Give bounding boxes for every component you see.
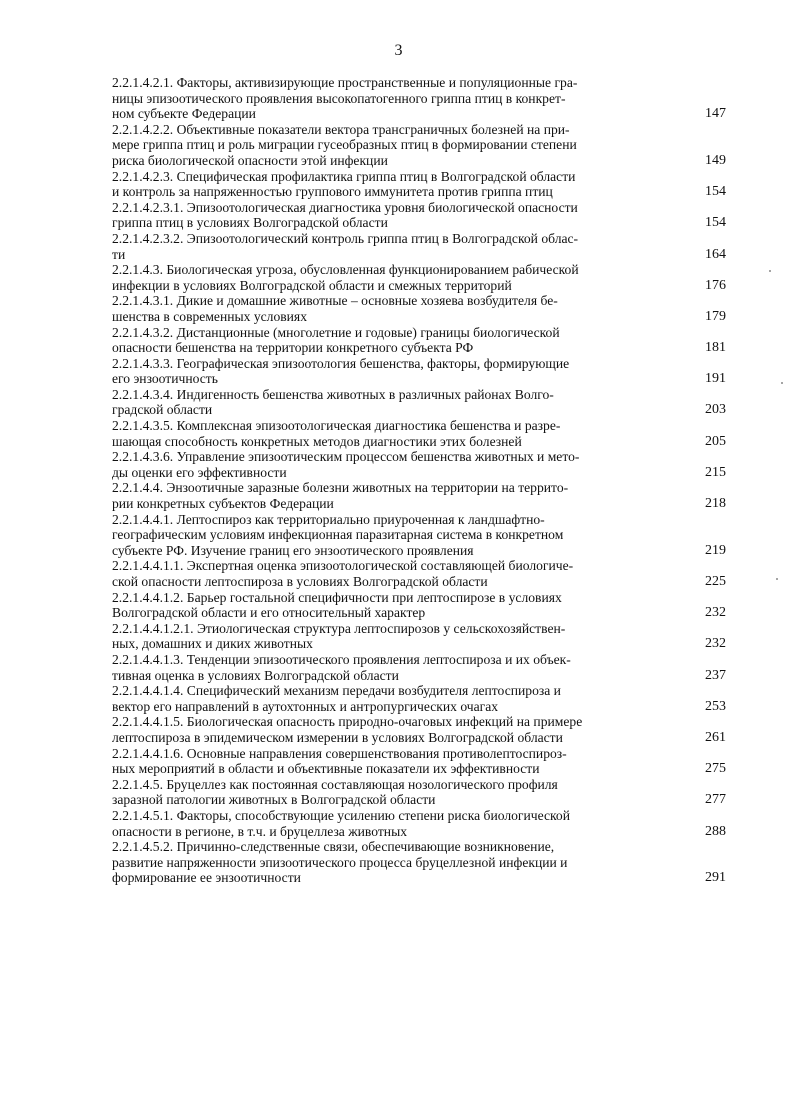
toc-entry-page: 154 — [705, 215, 726, 231]
toc-entry-title: 2.2.1.4.4. Энзоотичные заразные болезни животных на территории на террито- рии конкретных субъектов Федерации — [112, 480, 569, 512]
toc-entry-title: 2.2.1.4.5.1. Факторы, способствующие усилению степени риска биологической опасности в регионе, в т.ч. и бруцеллеза животных — [112, 807, 570, 839]
toc-entry — [112, 714, 726, 745]
toc-entry — [112, 590, 726, 621]
toc-entry — [112, 449, 726, 480]
toc-entry-title: 2.2.1.4.2.3.2. Эпизоотологический контроль гриппа птиц в Волгоградской облас- ти — [112, 230, 579, 262]
toc-entry-page: 191 — [705, 371, 726, 387]
toc-entry-page: 253 — [705, 698, 726, 714]
toc-entry — [112, 356, 726, 387]
toc-entry-title: 2.2.1.4.3. Биологическая угроза, обусловленная функционированием рабической инфекции в условиях Волгоградской области и смежных территорий — [112, 262, 579, 293]
toc-entry-page: 288 — [705, 823, 726, 839]
toc-entry-title: 2.2.1.4.3.4. Индигенность бешенства животных в различных районах Волго- градской области — [112, 386, 554, 418]
toc-entry-page: 261 — [705, 729, 726, 745]
toc-entry — [112, 200, 726, 231]
toc-entry-title: 2.2.1.4.2.2. Объективные показатели вектора трансграничных болезней на при- мере гриппа птиц и роль миграции гусеобразных птиц в формировании степени риска биологической опасности этой инфекции — [112, 121, 577, 168]
toc-entry-page: 232 — [705, 636, 726, 652]
table-of-contents — [112, 75, 726, 886]
toc-entry — [112, 169, 726, 200]
toc-entry-title: 2.2.1.4.2.3.1. Эпизоотологическая диагностика уровня биологической опасности гриппа птиц в условиях Волгоградской области — [112, 199, 578, 231]
toc-entry-page: 237 — [705, 667, 726, 683]
toc-entry — [112, 777, 726, 808]
toc-entry-title: 2.2.1.4.3.6. Управление эпизоотическим процессом бешенства животных и мето- ды оценки его эффективности — [112, 449, 580, 480]
toc-entry-title: 2.2.1.4.4.1. Лептоспироз как территориально приуроченная к ландшафтно- географическим условиям инфекционная паразитарная система в конкретном субъекте РФ. Изучение границ его энзоотического проявления — [112, 511, 564, 558]
page-number: 3 — [394, 42, 403, 59]
toc-entry-title: 2.2.1.4.4.1.1. Экспертная оценка эпизоотологической составляющей биологиче- ской опасности лептоспироза в условиях Волгоградской области — [112, 558, 574, 589]
toc-entry — [112, 262, 726, 293]
toc-entry-title: 2.2.1.4.2.3. Специфическая профилактика гриппа птиц в Волгоградской области и контроль за напряженностью группового иммунитета против гриппа птиц — [112, 168, 576, 200]
toc-entry — [112, 325, 726, 356]
toc-entry-page: 218 — [705, 496, 726, 512]
toc-entry-page: 147 — [705, 106, 726, 122]
toc-entry — [112, 808, 726, 839]
toc-entry-page: 277 — [705, 792, 726, 808]
toc-entry-page: 291 — [705, 870, 726, 886]
toc-entry-title: 2.2.1.4.3.2. Дистанционные (многолетние и годовые) границы биологической опасности бешенства на территории конкретного субъекта РФ — [112, 324, 560, 356]
toc-entry-page: 225 — [705, 574, 726, 589]
toc-entry — [112, 558, 726, 589]
toc-entry-title: 2.2.1.4.4.1.3. Тенденции эпизоотического проявления лептоспироза и их объек- тивная оценка в условиях Волгоградской области — [112, 651, 571, 683]
toc-entry — [112, 418, 726, 449]
toc-entry — [112, 293, 726, 324]
toc-entry — [112, 683, 726, 714]
toc-entry-page: 179 — [705, 308, 726, 324]
toc-entry-title: 2.2.1.4.4.1.5. Биологическая опасность природно-очаговых инфекций на примере лептоспироза в эпидемическом измерении в условиях Волгоградской области — [112, 714, 583, 745]
toc-entry-title: 2.2.1.4.5.2. Причинно-следственные связи, обеспечивающие возникновение, развитие напряженности эпизоотического процесса бруцеллезной инфекции и формирование ее энзоотичности — [112, 839, 568, 886]
toc-entry-title: 2.2.1.4.5. Бруцеллез как постоянная составляющая нозологического профиля заразной патологии животных в Волгоградской области — [112, 776, 558, 808]
toc-entry-page: 219 — [705, 542, 726, 558]
toc-entry-page: 164 — [705, 246, 726, 262]
toc-entry-title: 2.2.1.4.2.1. Факторы, активизирующие пространственные и популяционные гра- ницы эпизоотического проявления высокопатогенного гриппа птиц в конкрет- ном субъекте Федерации — [112, 75, 578, 122]
toc-entry — [112, 387, 726, 418]
toc-entry-title: 2.2.1.4.4.1.4. Специфический механизм передачи возбудителя лептоспироза и вектор его направлений в аутохтонных и антропургических очагах — [112, 683, 561, 714]
toc-entry-page: 215 — [705, 464, 726, 480]
toc-entry-page: 275 — [705, 761, 726, 777]
toc-entry — [112, 231, 726, 262]
toc-entry-title: 2.2.1.4.3.1. Дикие и домашние животные – основные хозяева возбудителя бе- шенства в современных условиях — [112, 293, 558, 324]
toc-entry-title: 2.2.1.4.4.1.2.1. Этиологическая структура лептоспирозов у сельскохозяйствен- ных, домашних и диких животных — [112, 620, 566, 652]
toc-entry — [112, 839, 726, 886]
toc-entry-page: 181 — [705, 340, 726, 356]
toc-entry-page: 203 — [705, 402, 726, 418]
toc-entry-title: 2.2.1.4.4.1.2. Барьер гостальной специфичности при лептоспирозе в условиях Волгоградской области и его относительный характер — [112, 589, 562, 621]
scan-speck — [776, 578, 778, 580]
toc-entry-title: 2.2.1.4.3.3. Географическая эпизоотология бешенства, факторы, формирующие его энзоотичность — [112, 355, 570, 387]
toc-entry-page: 232 — [705, 605, 726, 621]
scan-speck — [781, 382, 783, 384]
scan-speck — [769, 270, 771, 272]
toc-entry — [112, 512, 726, 559]
toc-entry — [112, 480, 726, 511]
toc-entry — [112, 652, 726, 683]
toc-entry-title: 2.2.1.4.4.1.6. Основные направления совершенствования противолептоспироз- ных мероприятий в области и объективные показатели их эффективности — [112, 745, 567, 777]
toc-entry-page: 149 — [705, 152, 726, 168]
toc-entry — [112, 621, 726, 652]
toc-entry — [112, 746, 726, 777]
toc-entry-page: 205 — [705, 433, 726, 449]
toc-entry — [112, 122, 726, 169]
toc-entry — [112, 75, 726, 122]
toc-entry-page: 154 — [705, 184, 726, 200]
toc-entry-title: 2.2.1.4.3.5. Комплексная эпизоотологическая диагностика бешенства и разре- шающая способность конкретных методов диагностики этих болезней — [112, 418, 561, 449]
toc-entry-page: 176 — [705, 277, 726, 293]
